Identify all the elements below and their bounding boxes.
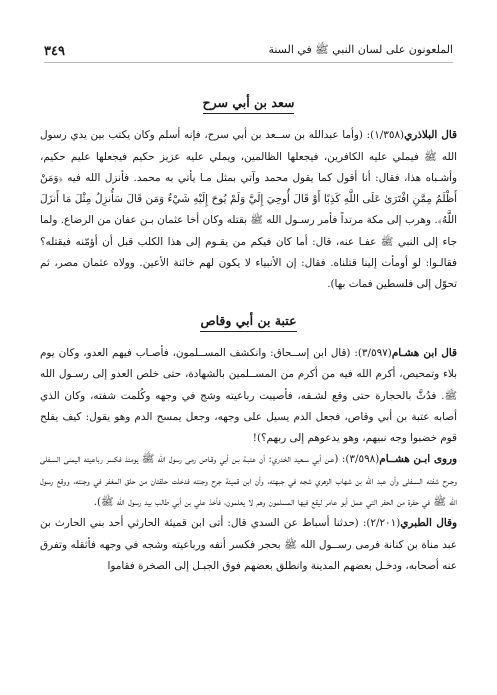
paragraph-text: (٣/٥٩٨): (عـن أبي سـعيد الخدري: أن عتبـة بـن أبي وقـاص رمى رسول الله ﷺ يومئذ فكسر رباعيته اليمنى السـفلى وجـرح شفته السـفلى وأن عبد الله بن شهاب الزهري شجه في جبهته، وأن ابن قميئة جرح وجنته فدخلت حلقتان من حلق المغفر في وجنته، ووقع رسول الله ﷺ في حفرة من الحفر التي عمل أبو عامر ليقع فيها المسلمون وهم لا يعلمون، فأخذ علي بن أبي طالب بيد رسول الله ﷺ). xyxy=(40,453,457,509)
source-name: وقال الطبري xyxy=(400,517,457,530)
paragraph-baladhuri xyxy=(40,125,457,295)
page-number: ٣٤٩ xyxy=(44,43,65,59)
page-body xyxy=(40,78,457,577)
paragraph-text: (١/٣٥٨): (وأما عبدالله بن ســعد بن أبي سرح، فإنه أسلم وكان يكتب بين يدي رسول الله ﷺ فيملي عليه الكافرين، فيجعلها الظالمين، ويملي عليه عزيز حكيم فيجعلها عليم حكيم، وأشـباه هذا، فقال: أنا أقول كما يقول محمد وآتي بمثل مـا يأتي به محمد. فأنزل الله فيه ﴿وَمَنْ أَظْلَمُ مِمَّنِ افْتَرَىٰ عَلَى اللَّهِ كَذِبًا أَوْ قَالَ أُوحِيَ إِلَيَّ وَلَمْ يُوحَ إِلَيْهِ شَيْءٌ وَمَن قَالَ سَأُنزِلُ مِثْلَ مَا أَنزَلَ اللَّهُ﴾. وهرب إلى مكة مرتداً فأمر رسـول الله ﷺ بقتله وكان أخا عثمان بـن عفان من الرضاع. ولما جاء إلى النبي ﷺ عفـا عنه، قال: أما كان فيكم من يقـوم إلى هذا الكلب قبل أن أؤمّنه فيقتله؟ فقالـوا: لو أومأت إلينا قتلناه. فقال: إن الأنبياء لا يكون لهم خائنة الأعين. وولاه عثمان مصر، ثم تحوّل إلى فلسطين فمات بها). xyxy=(40,129,457,291)
section-title-utba: عتبة بن أبي وقاص xyxy=(40,310,457,331)
paragraph-tabari xyxy=(40,513,457,577)
paragraph-text: (٣/٥٩٧): (قال ابن إســحاق: وانكشف المســلمون، فأصـاب فيهم العدو، وكان يوم بلاء وتمحيص، أكرم الله فيه من أكرم من المســلمين بالشهادة، حتى خلص العدو إلى رسـول الله ﷺ. فدُثَّ بالحجارة حتى وقع لشـقه، فأصيبت رباعيته وشج في وجهه وكُلمت شفته، وكان الذي أصابه عتبة بن أبي وقاص، فجعل الدم يسيل على وجهه، وجعل يمسح الدم وهو يقول: كيف يفلح قوم خضبوا وجه نبيهم، وهو يدعوهم إلى ربهم؟)! xyxy=(40,346,457,445)
paragraph-ibn-hisham-2 xyxy=(40,449,457,513)
paragraph-text: (٢/٢٠١): (حدثنا أسباط عن السدي قال: أتى ابن قميئة الحارثي أحد بني الحارث بن عبد مناة بن كنانة فرمى رســول الله ﷺ بحجر فكسر أنفه ورباعيته وشجه في وجهه فأثقله وتفرق عنه أصحابه، ودخـل بعضهم المدينة وانطلق بعضهم فوق الجبـل إلى الصخرة فقاموا xyxy=(40,517,457,572)
source-name: وروى ابـن هشــام xyxy=(379,453,458,466)
page-header xyxy=(44,40,453,63)
section-title-saad: سعد بن أبي سرح xyxy=(40,92,457,113)
running-title: الملعونون على لسان النبي ﷺ في السنة xyxy=(268,43,453,56)
source-name: قال ابن هشـام xyxy=(391,346,457,359)
paragraph-ibn-hisham-1 xyxy=(40,343,457,449)
source-name: قال البلاذري xyxy=(404,129,457,142)
